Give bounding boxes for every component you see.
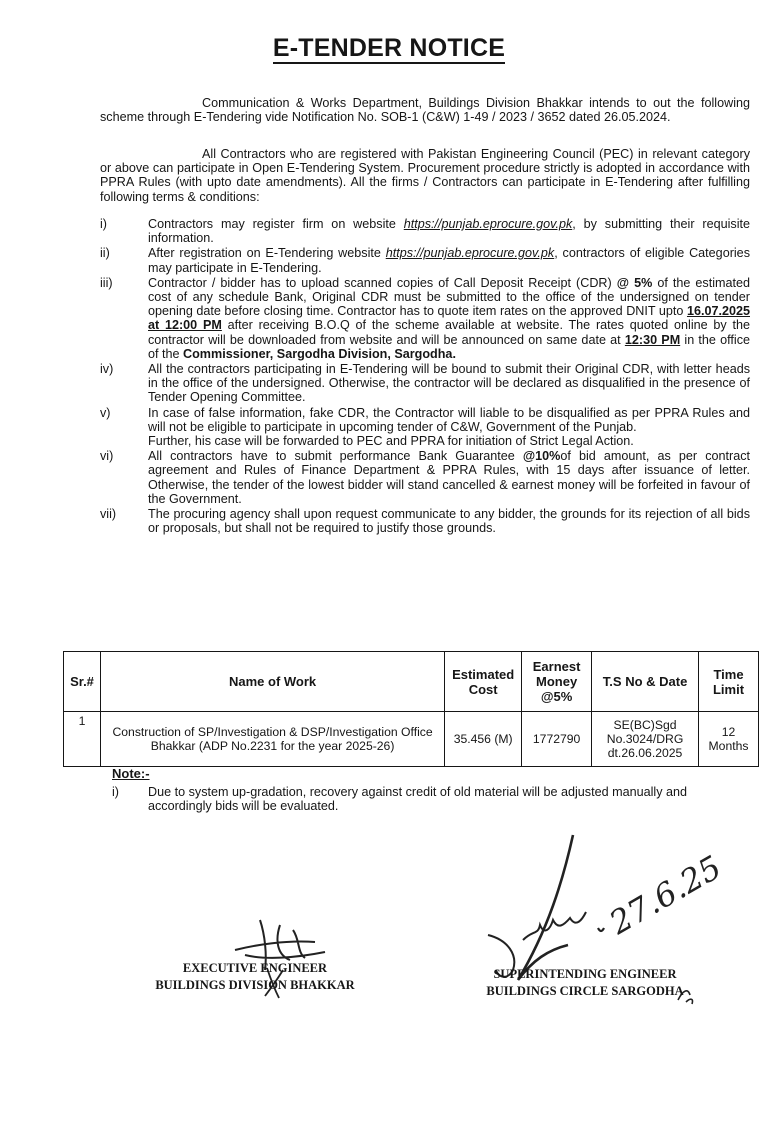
term-text: Contractor / bidder has to upload scanned copies of Call Deposit Receipt (CDR) (148, 275, 617, 290)
col-header-sr: Sr.# (64, 652, 101, 712)
superintending-engineer-block (480, 966, 690, 1000)
note-number: i) (112, 785, 119, 799)
col-header-name: Name of Work (100, 652, 444, 712)
term-item-6 (100, 449, 750, 506)
superintending-engineer-title: SUPERINTENDING ENGINEER (493, 967, 677, 981)
superintending-engineer-office: BUILDINGS CIRCLE SARGODHA (486, 984, 684, 998)
opening-time: 12:30 PM (624, 332, 681, 347)
intro-paragraph: Communication & Works Department, Buildings Division Bhakkar intends to out the following scheme through E-Tendering vide Notification No. SOB-1 (C&W) 1-49 / 2023 / 3652 dated 26.05.2024. (100, 96, 750, 125)
cell-earnest: 1772790 (522, 712, 592, 767)
term-item-3 (100, 276, 750, 361)
table-header-row (64, 652, 759, 712)
term-number: v) (100, 405, 111, 420)
term-number: vii) (100, 507, 117, 522)
term-item-1 (100, 217, 750, 245)
term-text: in the office of the (148, 332, 750, 361)
cell-ts: SE(BC)Sgd No.3024/DRG dt.26.06.2025 (592, 712, 699, 767)
eprocure-link[interactable]: https://punjab.eprocure.gov.pk (403, 217, 573, 231)
term-text: , contractors of eligible Categories may participate in E-Tendering. (148, 246, 750, 275)
term-number: iii) (100, 275, 113, 290)
executive-engineer-office: BUILDINGS DIVISION BHAKKAR (155, 978, 355, 992)
term-text: All the contractors participating in E-Tendering will be bound to submit their Original CDR, with letter heads in the office of the undersigned. Otherwise, the contractor will be declared as disqualified in the presence of Tender Opening Committee. (148, 362, 750, 405)
executive-engineer-title: EXECUTIVE ENGINEER (182, 961, 328, 975)
executive-engineer-block (145, 960, 365, 994)
term-text: Further, his case will be forwarded to PEC and PPRA for initiation of Strict Legal Action. (148, 434, 634, 449)
term-item-4 (100, 362, 750, 405)
terms-list (100, 217, 750, 536)
notice-title (0, 34, 778, 63)
work-table (63, 651, 759, 767)
opening-office: Commissioner, Sargodha Division, Sargodha. (183, 346, 456, 361)
term-text: , by submitting their requisite information. (148, 217, 750, 246)
handwritten-date: 27.6.25 (603, 847, 728, 942)
notice-title-text: E-TENDER NOTICE (272, 34, 506, 62)
term-number: vi) (100, 449, 114, 464)
note-item (100, 785, 750, 813)
term-text: after receiving B.O.Q of the scheme available at website. The rates quoted online by the contractor will be downloaded from website and will be announced on same date at (148, 318, 750, 347)
cell-sr: 1 (64, 712, 101, 767)
term-text: After registration on E-Tendering website (148, 246, 386, 261)
term-number: iv) (100, 362, 114, 377)
note-label: Note:- (112, 766, 150, 781)
term-number: i) (100, 217, 107, 231)
cell-limit: 12 Months (699, 712, 759, 767)
term-item-2 (100, 246, 750, 274)
cdr-percentage: @ 5% (616, 275, 653, 290)
term-number: ii) (100, 246, 110, 261)
term-text: In case of false information, fake CDR, the Contractor will liable to be disqualified as per PPRA Rules and will not be eligible to participate in upcoming tender of C&W, Government of the Punjab. (148, 405, 750, 434)
term-text: Contractors may register firm on website (148, 217, 404, 231)
term-text: The procuring agency shall upon request communicate to any bidder, the grounds for its rejection of all bids or proposals, but shall not be required to justify those grounds. (148, 507, 750, 536)
cell-cost: 35.456 (M) (445, 712, 522, 767)
term-item-5 (100, 406, 750, 449)
eligibility-paragraph: All Contractors who are registered with Pakistan Engineering Council (PEC) in relevant category or above can participate in Open E-Tendering System. Procurement procedure strictly is adopted in accordance with PPRA Rules (with upto date amendments). All the firms / Contractors can participate in E-Tendering after fulfilling following terms & conditions: (100, 147, 750, 204)
term-text: of bid amount, as per contract agreement and Rules of Finance Department & PPRA Rules, with 15 days after issuance of letter. Otherwise, the tender of the lowest bidder will stand cancelled & earnest money will be forfeited in favour of the Government. (148, 449, 750, 506)
eprocure-link[interactable]: https://punjab.eprocure.gov.pk (385, 246, 555, 261)
table-row (64, 712, 759, 767)
submission-deadline: 16.07.2025 at 12:00 PM (148, 304, 750, 333)
term-item-7 (100, 507, 750, 535)
term-text: of the estimated cost of any schedule Bank, Original CDR must be submitted to the office of the undersigned on tender opening date before closing time. Contractor has to quote item rates on the approved DNIT upto (148, 275, 751, 319)
col-header-earnest: Earnest Money @5% (522, 652, 592, 712)
cell-name: Construction of SP/Investigation & DSP/Investigation Office Bhakkar (ADP No.2231 for the year 2025-26) (100, 712, 444, 767)
col-header-limit: Time Limit (699, 652, 759, 712)
note-text: Due to system up-gradation, recovery against credit of old material will be adjusted manually and accordingly bids will be evaluated. (148, 785, 688, 814)
col-header-cost: Estimated Cost (445, 652, 522, 712)
guarantee-percentage: @10% (522, 449, 561, 464)
term-text: All contractors have to submit performance Bank Guarantee (148, 449, 523, 464)
col-header-ts: T.S No & Date (592, 652, 699, 712)
